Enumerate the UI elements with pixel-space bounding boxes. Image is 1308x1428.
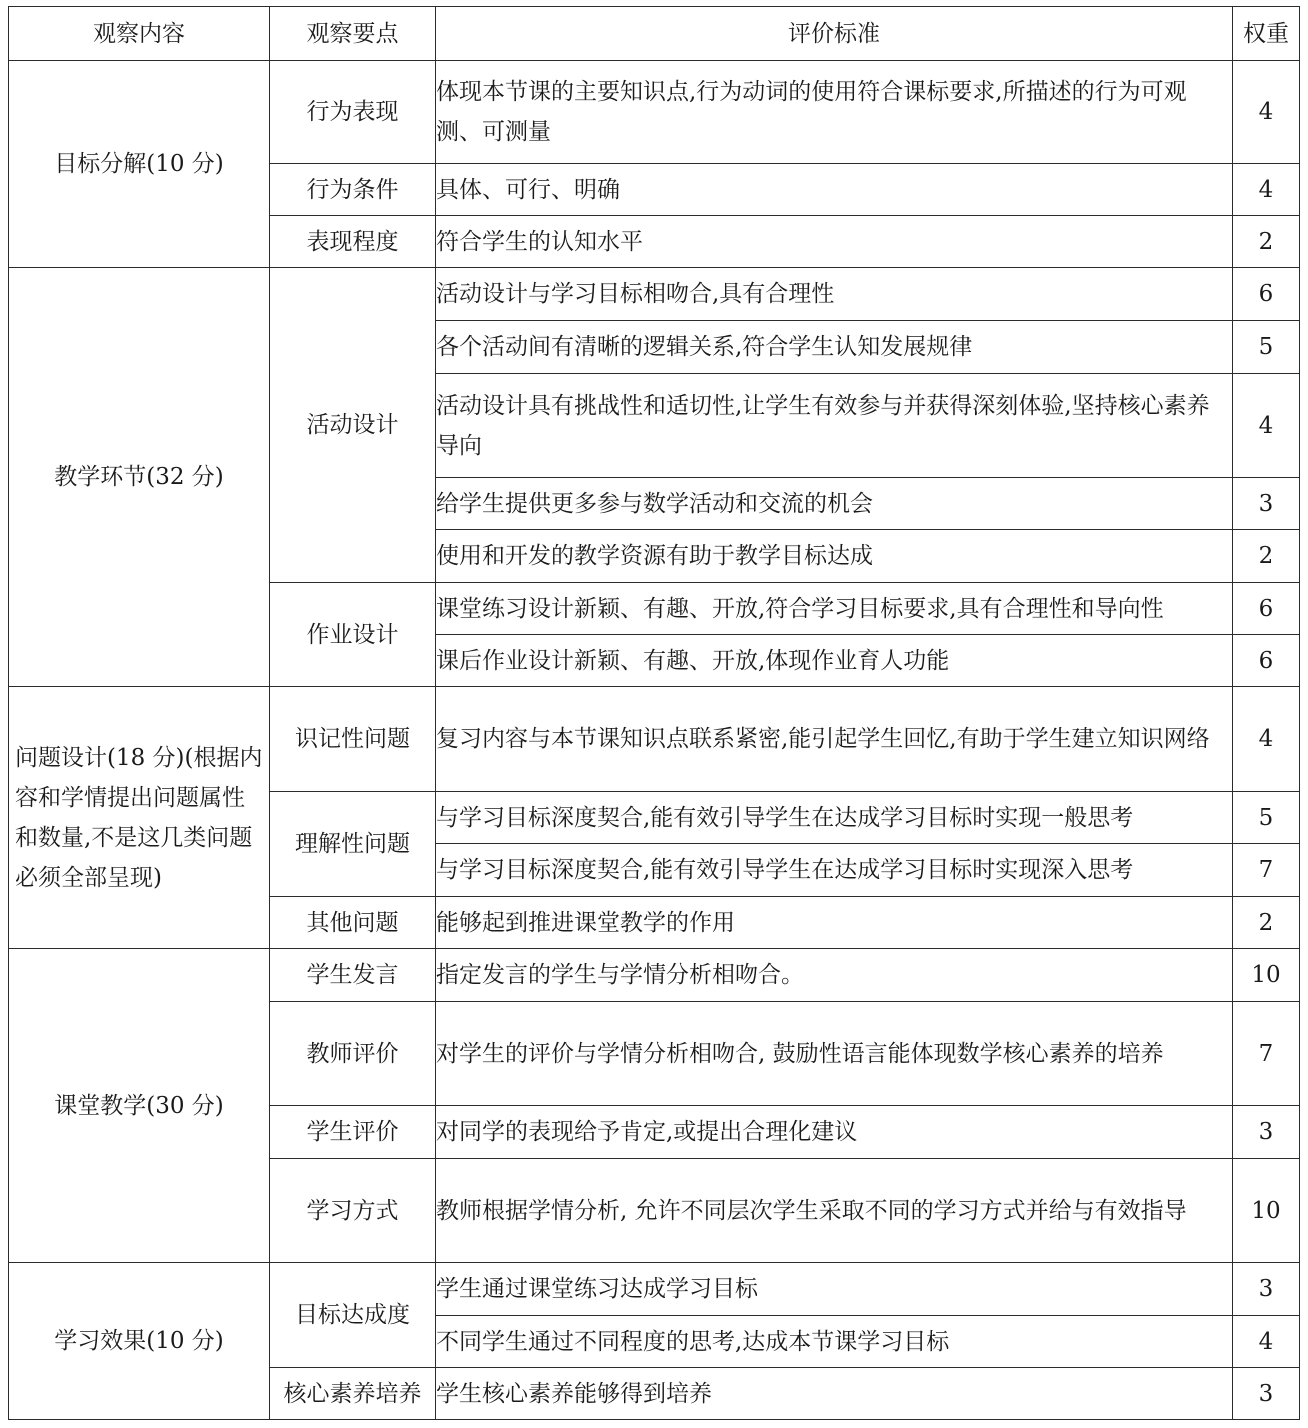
section-content: 问题设计(18 分)(根据内容和学情提出问题属性和数量,不是这几类问题必须全部呈现) <box>9 687 270 949</box>
observation-point: 行为条件 <box>270 164 436 216</box>
criterion: 体现本节课的主要知识点,行为动词的使用符合课标要求,所描述的行为可观测、可测量 <box>436 61 1233 164</box>
criterion: 学生核心素养能够得到培养 <box>436 1368 1233 1420</box>
weight: 4 <box>1233 61 1300 164</box>
table-row <box>9 687 1300 792</box>
criterion: 学生通过课堂练习达成学习目标 <box>436 1263 1233 1316</box>
weight: 6 <box>1233 268 1300 321</box>
criterion: 符合学生的认知水平 <box>436 216 1233 268</box>
header-criteria: 评价标准 <box>436 7 1233 61</box>
observation-point: 学习方式 <box>270 1159 436 1263</box>
criterion: 与学习目标深度契合,能有效引导学生在达成学习目标时实现深入思考 <box>436 844 1233 897</box>
criterion: 教师根据学情分析, 允许不同层次学生采取不同的学习方式并给与有效指导 <box>436 1159 1233 1263</box>
header-weight: 权重 <box>1233 7 1300 61</box>
observation-point: 学生评价 <box>270 1106 436 1159</box>
section-content: 教学环节(32 分) <box>9 268 270 687</box>
criterion: 课堂练习设计新颖、有趣、开放,符合学习目标要求,具有合理性和导向性 <box>436 583 1233 635</box>
table-row <box>9 949 1300 1002</box>
weight: 3 <box>1233 1368 1300 1420</box>
evaluation-table <box>8 6 1300 1420</box>
criterion: 给学生提供更多参与数学活动和交流的机会 <box>436 478 1233 530</box>
criterion: 具体、可行、明确 <box>436 164 1233 216</box>
weight: 7 <box>1233 1002 1300 1106</box>
section-content: 学习效果(10 分) <box>9 1263 270 1420</box>
criterion: 各个活动间有清晰的逻辑关系,符合学生认知发展规律 <box>436 321 1233 374</box>
criterion: 使用和开发的教学资源有助于教学目标达成 <box>436 530 1233 583</box>
section-content: 课堂教学(30 分) <box>9 949 270 1263</box>
observation-point: 行为表现 <box>270 61 436 164</box>
observation-point: 识记性问题 <box>270 687 436 792</box>
weight: 10 <box>1233 1159 1300 1263</box>
criterion: 指定发言的学生与学情分析相吻合。 <box>436 949 1233 1002</box>
weight: 10 <box>1233 949 1300 1002</box>
criterion: 复习内容与本节课知识点联系紧密,能引起学生回忆,有助于学生建立知识网络 <box>436 687 1233 792</box>
weight: 5 <box>1233 321 1300 374</box>
weight: 2 <box>1233 897 1300 949</box>
observation-point: 目标达成度 <box>270 1263 436 1368</box>
weight: 7 <box>1233 844 1300 897</box>
weight: 5 <box>1233 792 1300 844</box>
observation-point: 核心素养培养 <box>270 1368 436 1420</box>
weight: 4 <box>1233 687 1300 792</box>
criterion: 对学生的评价与学情分析相吻合, 鼓励性语言能体现数学核心素养的培养 <box>436 1002 1233 1106</box>
table-row <box>9 61 1300 164</box>
header-point: 观察要点 <box>270 7 436 61</box>
header-row <box>9 7 1300 61</box>
criterion: 对同学的表现给予肯定,或提出合理化建议 <box>436 1106 1233 1159</box>
observation-point: 活动设计 <box>270 268 436 583</box>
observation-point: 理解性问题 <box>270 792 436 897</box>
observation-point: 其他问题 <box>270 897 436 949</box>
weight: 4 <box>1233 1316 1300 1368</box>
weight: 4 <box>1233 374 1300 478</box>
weight: 6 <box>1233 635 1300 687</box>
weight: 3 <box>1233 1263 1300 1316</box>
observation-point: 作业设计 <box>270 583 436 687</box>
weight: 2 <box>1233 216 1300 268</box>
criterion: 活动设计与学习目标相吻合,具有合理性 <box>436 268 1233 321</box>
observation-point: 学生发言 <box>270 949 436 1002</box>
criterion: 与学习目标深度契合,能有效引导学生在达成学习目标时实现一般思考 <box>436 792 1233 844</box>
criterion: 能够起到推进课堂教学的作用 <box>436 897 1233 949</box>
weight: 6 <box>1233 583 1300 635</box>
weight: 4 <box>1233 164 1300 216</box>
criterion: 课后作业设计新颖、有趣、开放,体现作业育人功能 <box>436 635 1233 687</box>
criterion: 不同学生通过不同程度的思考,达成本节课学习目标 <box>436 1316 1233 1368</box>
weight: 3 <box>1233 478 1300 530</box>
weight: 3 <box>1233 1106 1300 1159</box>
table-row <box>9 1263 1300 1316</box>
weight: 2 <box>1233 530 1300 583</box>
table-row <box>9 268 1300 321</box>
section-content: 目标分解(10 分) <box>9 61 270 268</box>
criterion: 活动设计具有挑战性和适切性,让学生有效参与并获得深刻体验,坚持核心素养导向 <box>436 374 1233 478</box>
observation-point: 教师评价 <box>270 1002 436 1106</box>
observation-point: 表现程度 <box>270 216 436 268</box>
header-content: 观察内容 <box>9 7 270 61</box>
